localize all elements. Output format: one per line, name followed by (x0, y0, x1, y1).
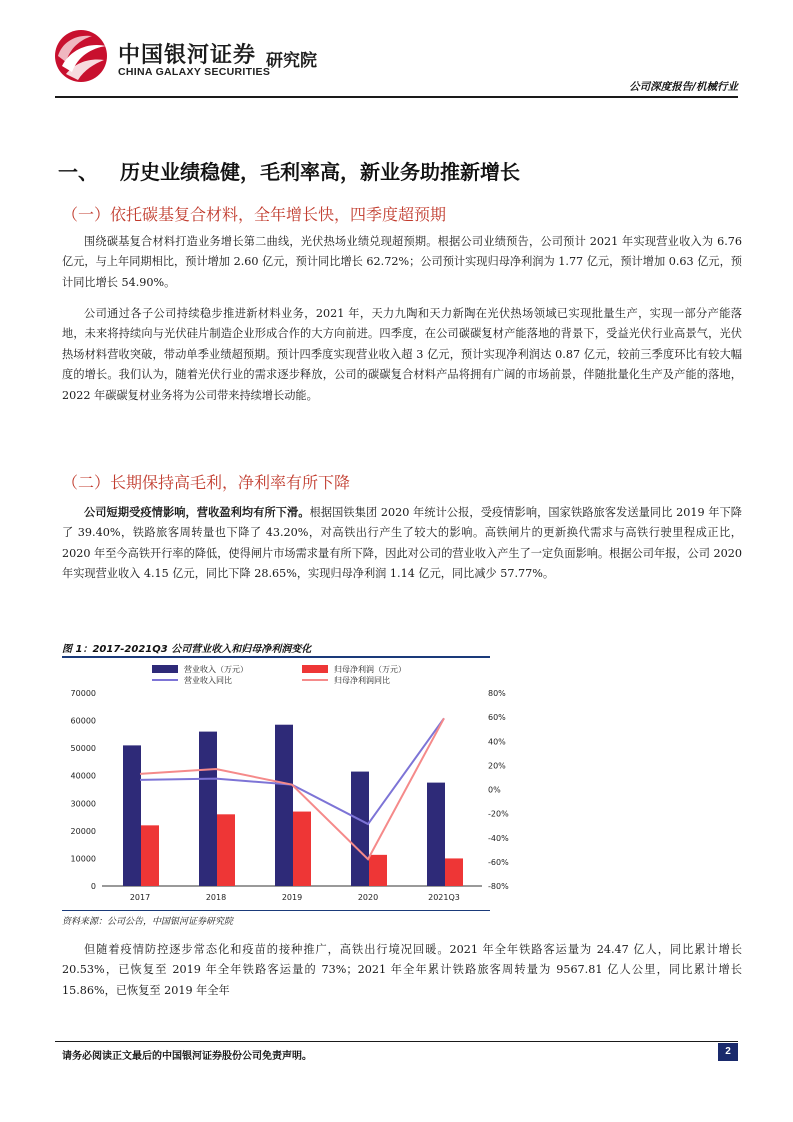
y2-tick-label: -60% (488, 857, 509, 867)
x-tick-label: 2017 (129, 893, 151, 902)
y2-tick-label: -20% (488, 809, 509, 819)
section-number: 一、 (58, 160, 98, 184)
legend-label: 营业收入同比 (184, 676, 232, 685)
revenue-profit-chart (62, 660, 512, 910)
bar (427, 783, 445, 886)
x-tick-label: 2020 (357, 893, 379, 902)
y-tick-label: 20000 (70, 826, 96, 836)
y-tick-label: 30000 (70, 799, 96, 809)
y-tick-label: 10000 (70, 854, 96, 864)
legend-label: 营业收入（万元） (184, 665, 248, 674)
paragraph-3-lead: 公司短期受疫情影响，营收盈利均有所下滑。 (84, 505, 310, 519)
y2-tick-label: 20% (488, 761, 506, 771)
figure-title: 图 1：2017-2021Q3 公司营业收入和归母净利润变化 (62, 644, 312, 655)
legend-swatch (152, 665, 178, 673)
brand-institute: 研究院 (266, 51, 317, 71)
paragraph-2: 公司通过各子公司持续稳步推进新材料业务，2021 年，天力九陶和天力新陶在光伏热场领域已实现批量生产，实现一部分产能落地，未来将持续向与光伏硅片制造企业形成合作的大方向前进。四季度，在公司碳碳复材产能落地的背景下，受益光伏行业高景气，光伏热场材料营收突破，带动单季业绩超预期。预计四季度实现营业收入超 3 亿元，预计实现净利润达 0.87 亿元，较前三季度环比有较大幅度的增长。我们认为，随着光伏行业的需求逐步释放，公司的碳碳复合材料产品将拥有广阔的市场前景，伴随批量化生产及产能的落地，2022 年碳碳复材业务将为公司带来持续增长动能。 (62, 307, 742, 402)
bar (275, 725, 293, 886)
y2-tick-label: 80% (488, 689, 506, 698)
y2-tick-label: 60% (488, 713, 506, 723)
footer-disclaimer: 请务必阅读正文最后的中国银河证券股份公司免责声明。 (62, 1051, 312, 1062)
paragraph-3-body: 根据国铁集团 2020 年统计公报，受疫情影响，国家铁路旅客发送量同比 2019 年下降了 39.40%，铁路旅客周转量也下降了 43.20%，对高铁出行产生了较大的影响。高铁闸片的更新换代需求与高铁行驶里程成正比，2020 年至今高铁开行率的降低，使得闸片市场需求量有所下降，因此对公司的营业收入产生了一定负面影响。根据公司年报，公司 2020 年实现营业收入 4.15 亿元，同比下降 28.65%，实现归母净利润 1.14 亿元，同比减少 57.77%。 (62, 506, 742, 581)
section-title: 历史业绩稳健，毛利率高，新业务助推新增长 (120, 160, 520, 184)
subsection-1-title: （一）依托碳基复合材料，全年增长快，四季度超预期 (62, 205, 447, 224)
y-tick-label: 60000 (70, 716, 96, 726)
y2-tick-label: -80% (488, 882, 509, 891)
y2-tick-label: 0% (488, 785, 501, 795)
bar (141, 825, 159, 886)
figure-top-rule (62, 656, 490, 658)
x-tick-label: 2018 (205, 893, 227, 902)
figure-source: 资料来源：公司公告，中国银河证券研究院 (62, 917, 234, 927)
y-tick-label: 40000 (70, 771, 96, 781)
brand-name-en: CHINA GALAXY SECURITIES (118, 66, 271, 78)
bar (369, 855, 387, 886)
subsection-2-title: （二）长期保持高毛利，净利率有所下降 (62, 473, 351, 492)
y2-tick-label: 40% (488, 737, 506, 747)
brand-name-cn: 中国银河证券 (118, 43, 257, 68)
y2-tick-label: -40% (488, 833, 509, 843)
y-tick-label: 0 (90, 882, 96, 891)
report-tag: 公司深度报告/机械行业 (629, 81, 738, 93)
galaxy-logo-icon (52, 28, 110, 84)
bar (123, 745, 141, 886)
section-heading (58, 156, 520, 185)
bar (351, 772, 369, 886)
paragraph-3 (62, 502, 742, 585)
legend-swatch (302, 665, 328, 673)
paragraph-4: 但随着疫情防控逐步常态化和疫苗的接种推广，高铁出行境况回暖。2021 年全年铁路客运量为 24.47 亿人，同比累计增长 20.53%，已恢复至 2019 年全年铁路客运量的 73%；2021 年全年累计铁路旅客周转量为 9567.81 亿人公里，同比累计增长 15.86%，已恢复至 2019 年全年 (62, 943, 742, 997)
bar (217, 814, 235, 886)
chart-bars (123, 725, 463, 886)
y-tick-label: 70000 (70, 689, 96, 698)
legend-label: 归母净利润同比 (334, 676, 390, 685)
paragraph-1: 围绕碳基复合材料打造业务增长第二曲线，光伏热场业绩兑现超预期。根据公司业绩预告，公司预计 2021 年实现营业收入为 6.76 亿元，与上年同期相比，预计增加 2.60 亿元，预计同比增长 62.72%；公司预计实现归母净利润为 1.77 亿元，预计增加 0.63 亿元，预计同比增长 54.90%。 (62, 235, 742, 289)
y-tick-label: 50000 (70, 744, 96, 754)
figure-bottom-rule (62, 910, 490, 911)
legend-label: 归母净利润（万元） (334, 665, 406, 674)
bar (199, 732, 217, 886)
bar (293, 812, 311, 886)
header-divider (55, 96, 738, 98)
x-tick-label: 2021Q3 (428, 893, 460, 902)
x-tick-label: 2019 (281, 893, 303, 902)
footer-divider (55, 1041, 738, 1042)
page-number: 2 (718, 1043, 738, 1061)
chart-legend (152, 664, 406, 685)
bar (445, 858, 463, 886)
